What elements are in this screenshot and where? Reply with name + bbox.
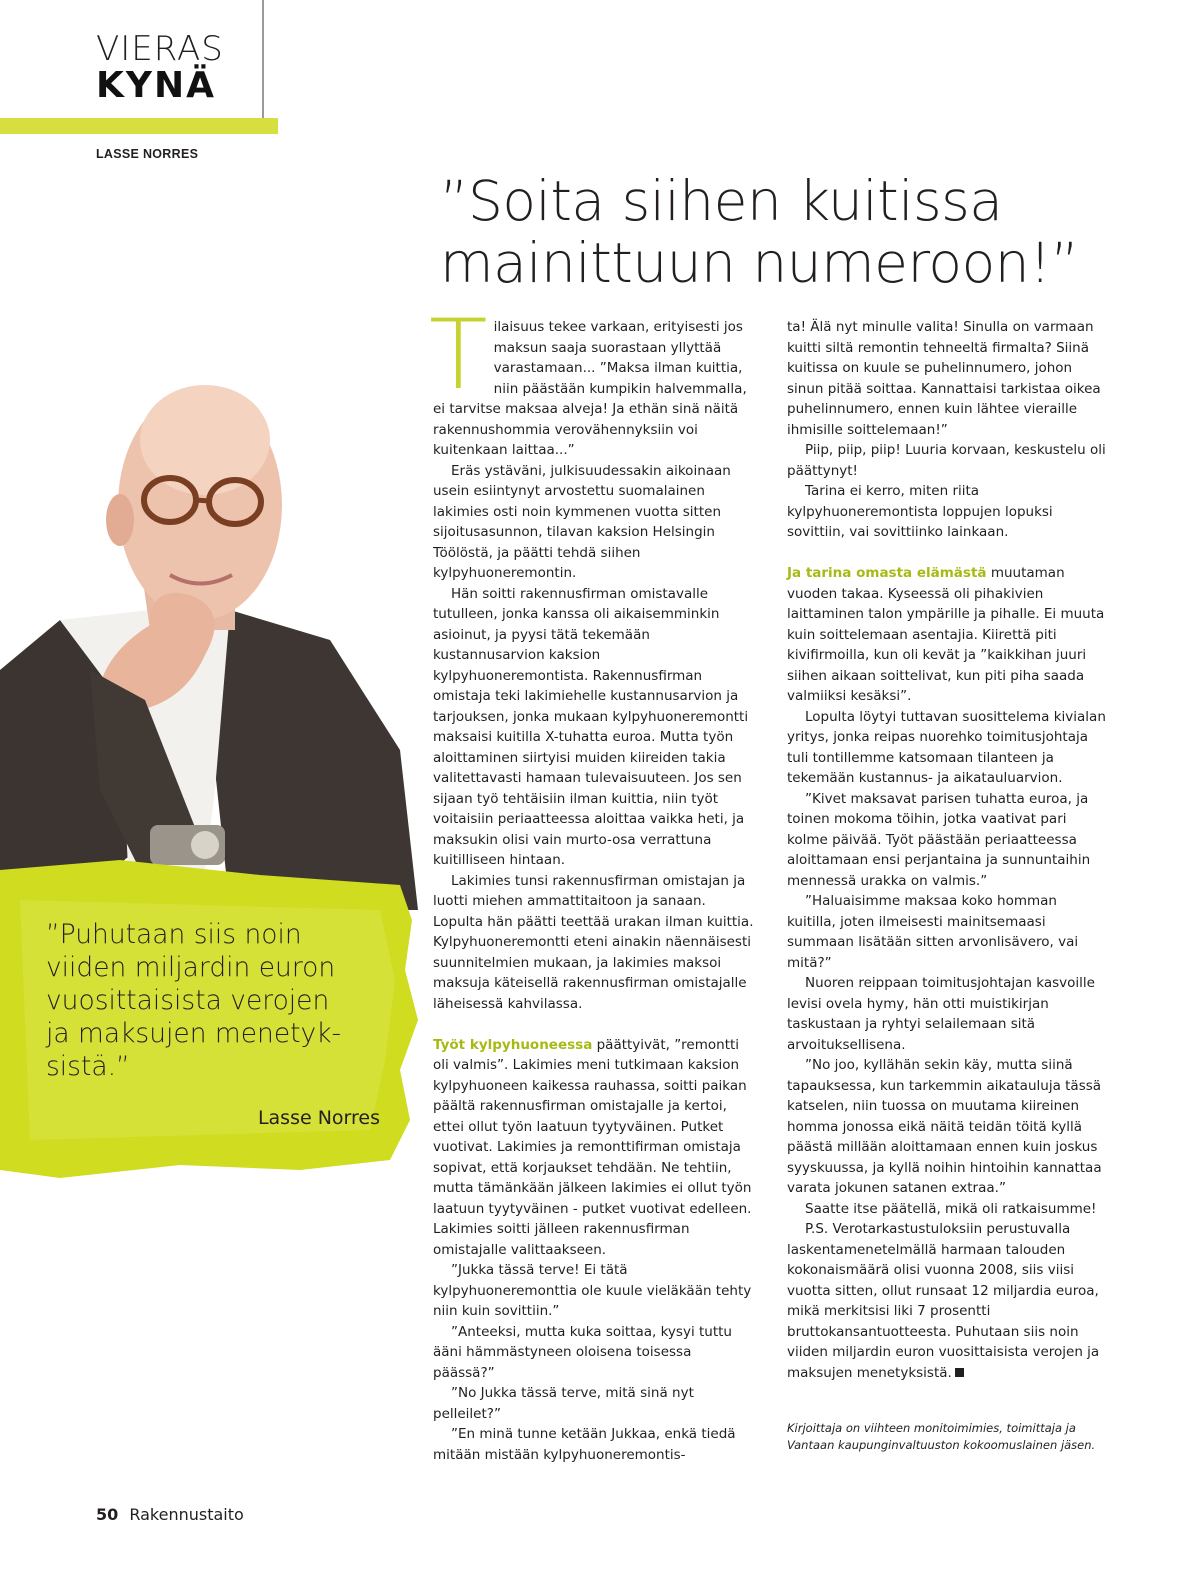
headline-line-2: mainittuun numeroon!” [440, 231, 1079, 295]
section-label [96, 29, 224, 106]
article-column-1 [429, 299, 755, 1465]
page-number: 50 [96, 1505, 119, 1524]
drop-cap: T [429, 299, 488, 411]
author-photo [0, 370, 418, 910]
author-bio: Kirjoittaja on viihteen monitoimimies, toimittaja ja Vantaan kaupunginvaltuuston kokoomuslainen jäsen. [787, 1421, 1096, 1452]
article-paragraph: Hän soitti rakennusfirman omistavalle tutulleen, jonka kanssa oli aikaisemminkin asioinut, ja pyysi tätä tekemään kustannusarvion kaksion kylpyhuoneremontista. Rakennusfirman omistaja teki lakimiehelle kustannusarvion ja tarjouksen, jonka mukaan kylpyhuoneremontti maksaisi kuitilla X-tuhatta euroa. Mutta työn aloittaminen siirtyisi muiden kiireiden takia valitettavasti hamaan tulevaisuuteen. Jos sen sijaan työ tehtäisiin ilman kuittia, niin työt voitaisiin periaatteessa aloittaa vaikka heti, ja maksukin olisi vain murto-osa verrattuna kuitilliseen hintaan. [433, 585, 749, 868]
article-paragraph: ”Kivet maksavat parisen tuhatta euroa, ja toinen mokoma töihin, jotka vaativat pari kolme päivää. Työt päästään periaatteessa aloittamaan ensi perjantaina ja sunnuntaihin mennessä urakka on valmis.” [787, 790, 1091, 889]
article-paragraph: Työt kylpyhuoneessa päättyivät, ”remontti oli valmis”. Lakimies meni tutkimaan kaksion kylpyhuoneen kaikessa rauhassa, soitti paikan päältä rakennusfirman omistajalle ja kertoi, ettei ollut työn laatuun tyytyväinen. Putket vuotivat. Lakimies ja remonttifirman omistaja sopivat, että korjaukset tehdään. Ne tehtiin, mutta tämänkään jälkeen lakimies ei ollut työn laatuun tyytyväinen - putket vuotivat edelleen. Lakimies soitti jälleen rakennusfirman omistajalle valittaakseen. [433, 1036, 752, 1258]
section-label-line2: KYNÄ [96, 65, 216, 106]
article-paragraph: P.S. Verotarkastustuloksiin perustuvalla laskentamenetelmällä harmaan talouden kokonaismäärä olisi vuonna 2008, siis viisi vuotta sitten, ollut runsaat 12 miljardia euroa, mikä merkitsisi liki 7 prosentti bruttokansantuotteesta. Puhutaan siis noin viiden miljardin euron vuosittaisista verojen ja maksujen menetyksistä. [787, 1221, 1100, 1381]
article-paragraph: Nuoren reippaan toimitusjohtajan kasvoille levisi ovela hymy, hän otti muistikirjan taskustaan ja ryhtyi selailemaan sitä arvoituksellisena. [787, 975, 1095, 1053]
article-paragraph: Piip, piip, piip! Luuria korvaan, keskustelu oli päättynyt! [787, 442, 1106, 479]
article-column-2 [787, 317, 1109, 1383]
pull-quote-line: sistä.” [46, 1051, 130, 1082]
article-paragraph: ”En minä tunne ketään Jukkaa, enkä tiedä mitään mistään kylpyhuoneremontis- [433, 1426, 736, 1463]
article-paragraph: Tilaisuus tekee varkaan, erityisesti jos maksun saaja suorastaan yllyttää varastamaan... ”Maksa ilman kuittia, niin päästään kumpikin halvemmalla, ei tarvitse maksaa alveja! Ja ethän sinä näitä rakennushommia verovähennyksiin voi kuitenkaan laittaa...” [429, 299, 747, 458]
pull-quote [46, 918, 368, 1083]
headline [440, 170, 1160, 294]
pull-quote-line: vuosittaisista verojen [46, 985, 330, 1016]
section-label-line1: VIERAS [96, 29, 224, 69]
article-paragraph: Lopulta löytyi tuttavan suosittelema kivialan yritys, jonka reipas nuorehko toimitusjohtaja tuli tontillemme katsomaan tilanteen ja tekemään kustannus- ja aikatauluarvion. [787, 708, 1106, 786]
article-paragraph: Saatte itse päätellä, mikä oli ratkaisumme! [805, 1200, 1097, 1217]
end-mark-icon [955, 1368, 964, 1377]
magazine-name: Rakennustaito [129, 1505, 244, 1524]
article-paragraph: ”Jukka tässä terve! Ei tätä kylpyhuoneremonttia ole kuule vieläkään tehty niin kuin sovittiin.” [433, 1262, 752, 1319]
article-paragraph: Lakimies tunsi rakennusfirman omistajan ja luotti miehen ammattitaitoon ja sanaan. Lopulta hän päätti teettää urakan ilman kuittia. Kylpyhuoneremontti eteni ainakin näennäisesti suunnitelmien mukaan, ja lakimies maksoi maksuja käteisellä rakennusfirman omistajalle läheisessä kahvilassa. [433, 872, 754, 1012]
author-byline: LASSE NORRES [96, 147, 199, 161]
pull-quote-author: Lasse Norres [257, 1107, 380, 1129]
pull-quote-line: ja maksujen menetyk- [46, 1018, 342, 1049]
paragraph-lead: Ja tarina omasta elämästä [787, 565, 987, 581]
article-paragraph: Ja tarina omasta elämästä muutaman vuoden takaa. Kyseessä oli pihakivien laittaminen talon ympärille ja pihalle. Ei muuta kuin soittelemaan asentajia. Kiirettä piti kivifirmoilla, kun oli kevät ja ”kaikkihan juuri siihen aikaan soittelivat, kun piti piha saada valmiiksi kesäksi”. [787, 565, 1105, 704]
article-paragraph: ”Anteeksi, mutta kuka soittaa, kysyi tuttu ääni hämmästyneen oloisena toisessa päässä?” [433, 1323, 732, 1381]
article-paragraph: ”Haluaisimme maksaa koko homman kuitilla, joten ilmeisesti mainitsemaasi summaan lisätään sitten arvonlisävero, vai mitä?” [787, 893, 1079, 971]
pull-quote-line: viiden miljardin euron [46, 952, 336, 983]
page-footer [96, 1505, 244, 1524]
paragraph-lead: Työt kylpyhuoneessa [433, 1036, 593, 1053]
article-paragraph: Eräs ystäväni, julkisuudessakin aikoinaan usein esiintynyt arvostettu suomalainen lakimies osti noin kymmenen vuotta sitten sijoitusasunnon, tilavan kaksion Helsingin Töölöstä, ja päätti tehdä siihen kylpyhuoneremontin. [433, 462, 731, 581]
article-paragraph: ”No joo, kyllähän sekin käy, mutta siinä tapauksessa, kun tarkemmin aikatauluja tässä katselen, niin tuossa on muutama kiireinen homma jonossa eikä näitä teidän töitä kyllä päästä millään aloittamaan ennen kuin joskus syyskuussa, ja kyllä noihin hintoihin kannattaa varata jokunen satanen extraa.” [787, 1057, 1102, 1196]
section-accent-bar [0, 118, 278, 134]
headline-line-1: ”Soita siihen kuitissa [440, 169, 1003, 233]
pull-quote-line: ”Puhutaan siis noin [46, 919, 302, 950]
article-paragraph: ”No Jukka tässä terve, mitä sinä nyt pelleilet?” [433, 1385, 694, 1422]
article-paragraph: Tarina ei kerro, miten riita kylpyhuoneremontista loppujen lopuksi sovittiin, vai sovittiinko lainkaan. [787, 483, 1053, 540]
article-paragraph: ta! Älä nyt minulle valita! Sinulla on varmaan kuitti siltä remontin tehneeltä firmalta? Siinä kuitissa on kuule se puhelinnumero, johon sinun pitää soittaa. Kannattaisi tarkistaa oikea puhelinnumero, ennen kuin lähtee vieraille ihmisille soittelemaan!” [787, 319, 1101, 438]
section-divider [262, 0, 264, 118]
